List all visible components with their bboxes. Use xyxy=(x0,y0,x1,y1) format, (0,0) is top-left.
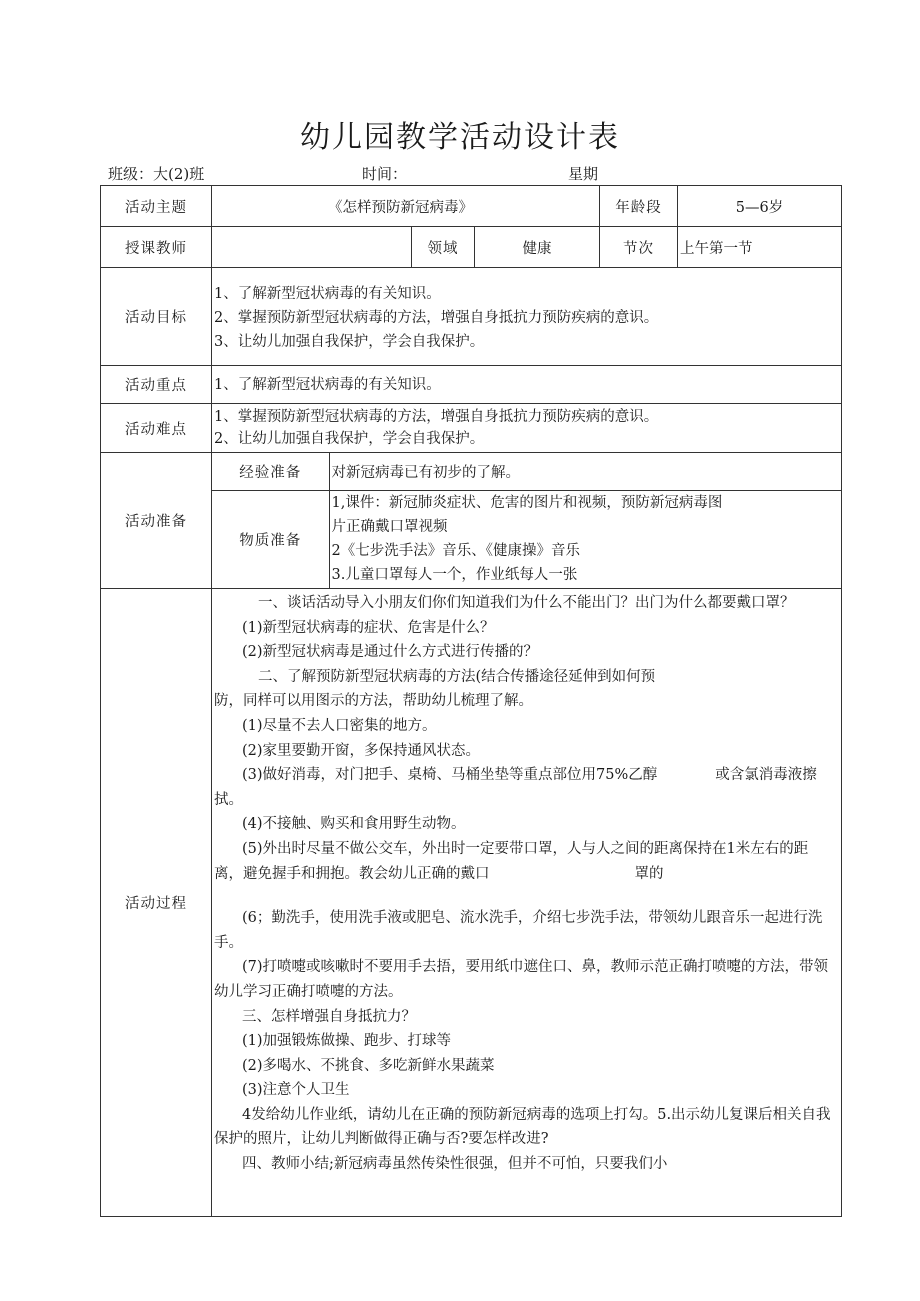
activity-design-table xyxy=(100,185,842,1217)
key-point-item: 1、了解新型冠状病毒的有关知识。 xyxy=(214,376,441,393)
material-content xyxy=(329,490,841,588)
process-paragraph: (6；勤洗手，使用洗手液或肥皂、流水洗手，介绍七步洗手法，带领幼儿跟音乐一起进行洗手。 xyxy=(214,910,823,951)
difficulty-item: 2、让幼儿加强自我保护，学会自我保护。 xyxy=(214,431,485,447)
row-key-points xyxy=(101,366,842,404)
material-item: 3.儿童口罩每人一个，作业纸每人一张 xyxy=(331,567,578,584)
process-paragraph: 四、教师小结;新冠病毒虽然传染性很强，但并不可怕，只要我们小 xyxy=(242,1156,668,1173)
preparation-subtable xyxy=(212,453,841,588)
experience-value: 对新冠病毒已有初步的了解。 xyxy=(329,453,841,490)
process-paragraph: 一、谈话活动导入小朋友们你们知道我们为什么不能出门？出门为什么都要戴口罩？ xyxy=(258,595,795,611)
row-difficulties xyxy=(101,404,842,453)
goals-label: 活动目标 xyxy=(101,268,212,366)
process-paragraph: 4发给幼儿作业纸，请幼儿在正确的预防新冠病毒的选项上打勾。5.出示幼儿复课后相关自我保护的照片，让幼儿判断做得正确与否?要怎样改进? xyxy=(214,1106,831,1148)
process-paragraph: (7)打喷嚏或咳嗽时不要用手去捂，要用纸巾遮住口、鼻，教师示范正确打喷嚏的方法，带领幼儿学习正确打喷嚏的方法。 xyxy=(214,959,829,1000)
preparation-label: 活动准备 xyxy=(101,453,212,589)
difficulties-label: 活动难点 xyxy=(101,404,212,453)
material-item: 2《七步洗手法》音乐、《健康操》音乐 xyxy=(331,543,580,560)
time-label: 时间： xyxy=(362,165,408,183)
process-paragraph: (2)新型冠状病毒是通过什么方式进行传播的？ xyxy=(242,644,539,661)
process-paragraph: (2)多喝水、不挑食、多吃新鲜水果蔬菜 xyxy=(242,1057,495,1074)
key-points-content xyxy=(212,366,842,404)
difficulty-item: 1、掌握预防新型冠状病毒的方法，增强自身抵抗力预防疾病的意识。 xyxy=(214,409,659,425)
row-preparation xyxy=(101,453,842,589)
process-paragraph: 二、了解预防新型冠状病毒的方法(结合传播途径延伸到如何预 xyxy=(258,668,656,685)
age-value: 5—6岁 xyxy=(678,186,842,227)
material-item: 1,课件：新冠肺炎症状、危害的图片和视频，预防新冠病毒图 xyxy=(331,495,723,512)
preparation-content xyxy=(212,453,842,589)
experience-row xyxy=(212,453,841,490)
goal-item: 1、了解新型冠状病毒的有关知识。 xyxy=(214,286,441,302)
row-theme xyxy=(101,186,842,227)
process-label: 活动过程 xyxy=(101,589,212,1217)
paragraph-gap xyxy=(214,886,841,906)
theme-label: 活动主题 xyxy=(101,186,212,227)
process-paragraph: (5)外出时尽量不做公交车，外出时一定要带口罩，人与人之间的距离保持在1米左右的距离，避免握手和拥抱。教会幼儿正确的戴口 罩的 xyxy=(214,840,809,882)
process-paragraph: (3)做好消毒，对门把手、桌椅、马桶坐垫等重点部位用75%乙醇 或含氯消毒液擦拭。 xyxy=(214,767,817,808)
process-paragraph: (3)注意个人卫生 xyxy=(242,1082,350,1099)
class-label: 班级：大(2)班 xyxy=(108,165,205,183)
difficulties-content xyxy=(212,404,842,453)
material-item: 片正确戴口罩视频 xyxy=(331,519,448,536)
goal-item: 2、掌握预防新型冠状病毒的方法，增强自身抵抗力预防疾病的意识。 xyxy=(214,310,659,326)
material-row xyxy=(212,490,841,588)
week-label: 星期 xyxy=(568,165,599,183)
process-paragraph: (1)加强锻炼做操、跑步、打球等 xyxy=(242,1033,452,1050)
material-label: 物质准备 xyxy=(212,490,329,588)
age-label: 年龄段 xyxy=(600,186,678,227)
process-paragraph: (1)新型冠状病毒的症状、危害是什么？ xyxy=(242,619,495,636)
goals-content xyxy=(212,268,842,366)
process-content xyxy=(212,589,842,1217)
row-goals xyxy=(101,268,842,366)
process-paragraph: (4)不接触、购买和食用野生动物。 xyxy=(242,816,466,833)
process-paragraph: (1)尽量不去人口密集的地方。 xyxy=(242,717,437,734)
goal-item: 3、让幼儿加强自我保护，学会自我保护。 xyxy=(214,334,485,350)
period-value: 上午第一节 xyxy=(678,227,842,268)
experience-label: 经验准备 xyxy=(212,453,329,490)
period-label: 节次 xyxy=(600,227,678,268)
row-teacher xyxy=(101,227,842,268)
teacher-label: 授课教师 xyxy=(101,227,212,268)
domain-label: 领域 xyxy=(412,227,475,268)
process-paragraph: (2)家里要勤开窗，多保持通风状态。 xyxy=(242,742,481,759)
process-paragraph: 防，同样可以用图示的方法，帮助幼儿梳理了解。 xyxy=(214,693,533,710)
teacher-value xyxy=(212,227,412,268)
domain-value: 健康 xyxy=(475,227,600,268)
theme-value: 《怎样预防新冠病毒》 xyxy=(212,186,600,227)
row-process xyxy=(101,589,842,1217)
page-title: 幼儿园教学活动设计表 xyxy=(300,120,620,155)
process-paragraph: 三、怎样增强自身抵抗力？ xyxy=(242,1008,416,1025)
key-points-label: 活动重点 xyxy=(101,366,212,404)
